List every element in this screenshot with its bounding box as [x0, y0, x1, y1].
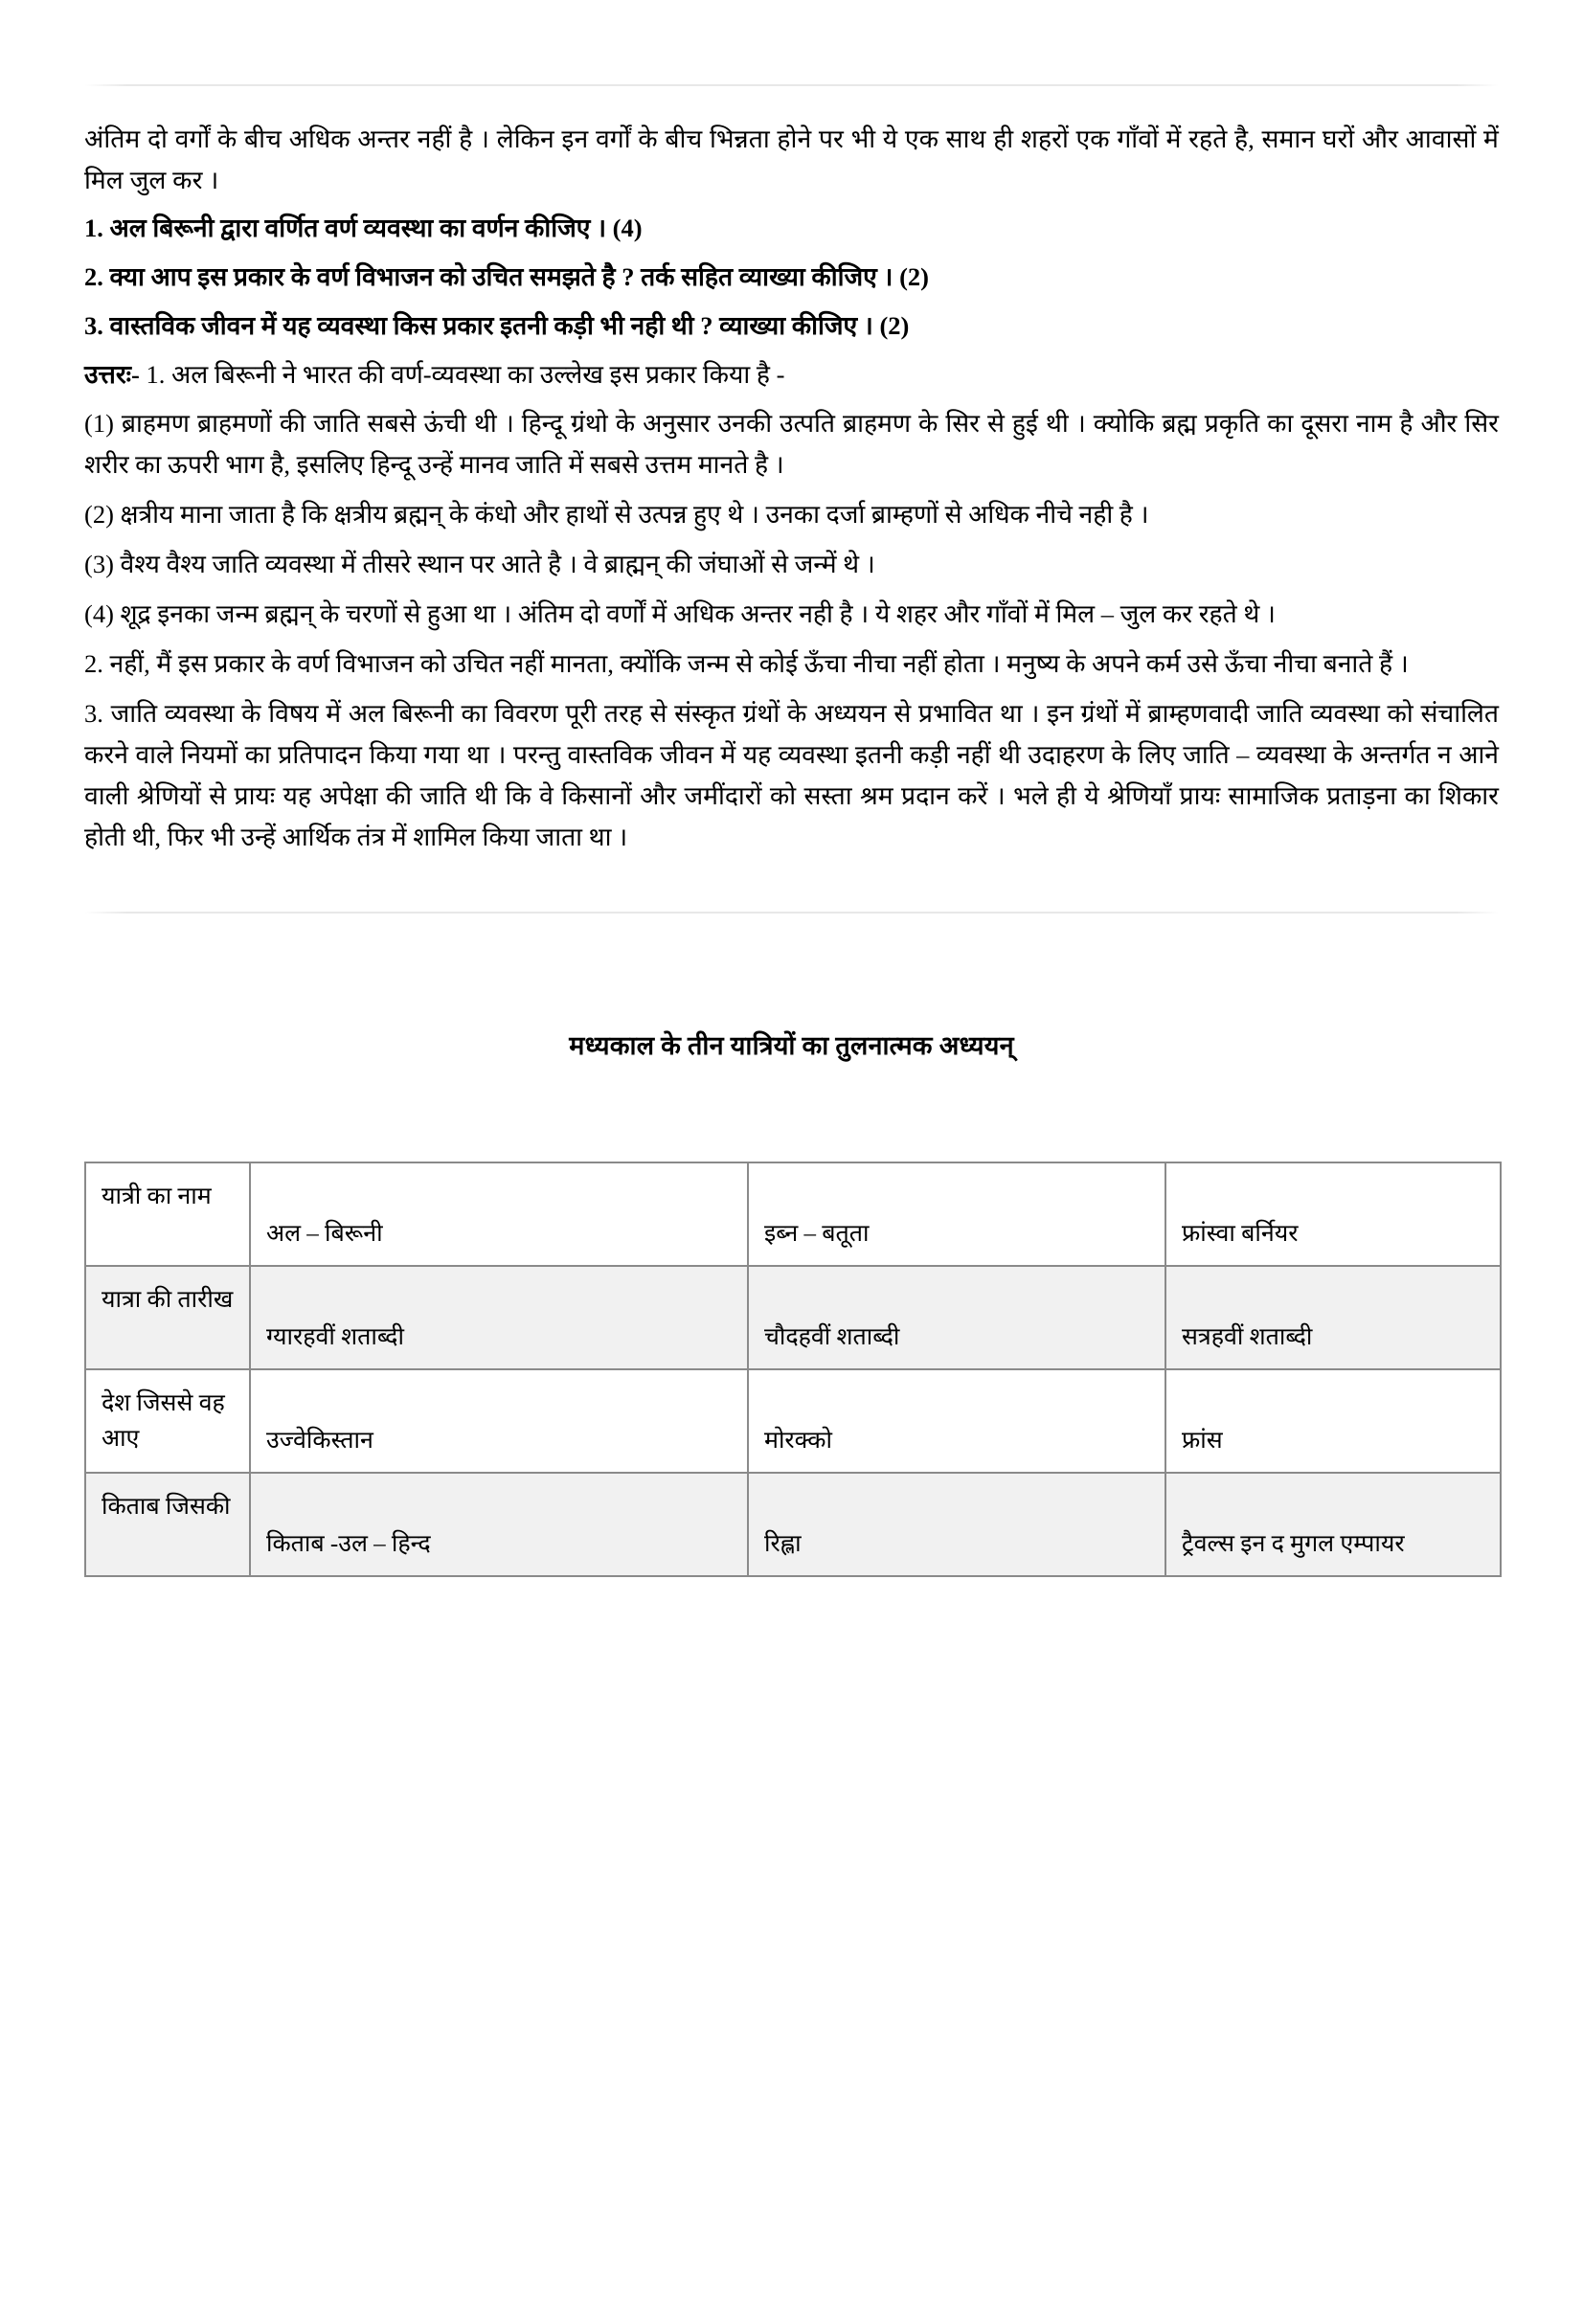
table-row — [85, 1162, 1501, 1266]
comparison-table — [84, 1162, 1502, 1577]
answer-lead-text: 1. अल बिरूनी ने भारत की वर्ण-व्यवस्था का उल्लेख इस प्रकार किया है - — [139, 360, 785, 390]
document-page — [0, 84, 1583, 2324]
answer-paragraph-4: (4) शूद्र इनका जन्म ब्रह्मन् के चरणों से हुआ था । अंतिम दो वर्णों में अधिक अन्तर नही है । ये शहर और गाँवों में मिल – जुल कर रहते थे । — [84, 599, 1276, 629]
table-cell: रिह्ला — [748, 1473, 1165, 1576]
table-cell: किताब -उल – हिन्द — [250, 1473, 748, 1576]
table-cell: सत्रहवीं शताब्दी — [1165, 1266, 1501, 1369]
comparison-table-section — [84, 1027, 1499, 1577]
intro-paragraph: अंतिम दो वर्गों के बीच अधिक अन्तर नहीं है । लेकिन इन वर्गों के बीच भिन्नता होने पर भी ये एक साथ ही शहरों एक गाँवों में रहते है, समान घरों और आवासों में मिल जुल कर । — [84, 124, 1499, 194]
answer-paragraph-5: 2. नहीं, मैं इस प्रकार के वर्ण विभाजन को उचित नहीं मानता, क्योंकि जन्म से कोई ऊँचा नीचा नहीं होता । मनुष्य के अपने कर्म उसे ऊँचा नीचा बनाते हैं । — [84, 648, 1409, 678]
table-cell: इब्न – बतूता — [748, 1162, 1165, 1266]
table-cell: मोरक्को — [748, 1369, 1165, 1473]
answer-paragraph-3: (3) वैश्य वैश्य जाति व्यवस्था में तीसरे स्थान पर आते है । वे ब्राह्मन् की जंघाओं से जन्में थे । — [84, 550, 875, 579]
answer-paragraph-6: 3. जाति व्यवस्था के विषय में अल बिरूनी का विवरण पूरी तरह से संस्कृत ग्रंथों के अध्ययन से प्रभावित था । इन ग्रंथों में ब्राम्हणवादी जाति व्यवस्था को संचालित करने वाले नियमों का प्रतिपादन किया गया था । परन्तु वास्तविक जीवन में यह व्यवस्था इतनी कड़ी नहीं थी उदाहरण के लिए जाति – व्यवस्था के अन्तर्गत न आने वाली श्रेणियों से प्रायः यह अपेक्षा की जाति थी कि वे किसानों और जमींदारों को सस्ता श्रम प्रदान करें । भले ही ये श्रेणियाँ प्रायः सामाजिक प्रताड़ना का शिकार होती थी, फिर भी उन्हें आर्थिक तंत्र में शामिल किया जाता था । — [84, 698, 1499, 851]
table-cell: फ्रांस — [1165, 1369, 1501, 1473]
table-row — [85, 1369, 1501, 1473]
row-header-cell: यात्रा की तारीख — [85, 1266, 250, 1369]
question-item-3: 3. वास्तविक जीवन में यह व्यवस्था किस प्रकार इतनी कड़ी भी नही थी ? व्याख्या कीजिए । (2) — [84, 310, 910, 340]
row-header-cell: यात्री का नाम — [85, 1162, 250, 1266]
table-cell: ग्यारहवीं शताब्दी — [250, 1266, 748, 1369]
table-cell: चौदहवीं शताब्दी — [748, 1266, 1165, 1369]
answer-lead-line — [84, 354, 1499, 395]
answer-paragraph-2: (2) क्षत्रीय माना जाता है कि क्षत्रीय ब्रह्मन् के कंधो और हाथों से उत्पन्न हुए थे । उनका दर्जा ब्राम्हणों से अधिक नीचे नही है । — [84, 500, 1149, 530]
bottom-divider-rule — [84, 912, 1499, 914]
row-header-cell: देश जिससे वह आए — [85, 1369, 250, 1473]
question-item-2: 2. क्या आप इस प्रकार के वर्ण विभाजन को उचित समझते है ? तर्क सहित व्याख्या कीजिए । (2) — [84, 261, 929, 291]
row-header-cell: किताब जिसकी — [85, 1473, 250, 1576]
table-cell: अल – बिरूनी — [250, 1162, 748, 1266]
document-content — [84, 86, 1499, 858]
answer-label: उत्तरः- — [84, 360, 140, 390]
answer-paragraph-1: (1) ब्राहमण ब्राहमणों की जाति सबसे ऊंची थी । हिन्दू ग्रंथो के अनुसार उनकी उत्पति ब्राहमण के सिर से हुई थी । क्योकि ब्रह्म प्रकृति का दूसरा नाम है और सिर शरीर का ऊपरी भाग है, इसलिए हिन्दू उन्हें मानव जाति में सबसे उत्तम मानते है । — [84, 409, 1499, 480]
table-title: मध्यकाल के तीन यात्रियों का तुलनात्मक अध्ययन् — [569, 1030, 1014, 1060]
question-item-1: 1. अल बिरूनी द्वारा वर्णित वर्ण व्यवस्था का वर्णन कीजिए । (4) — [84, 213, 643, 242]
table-cell: फ्रांस्वा बर्नियर — [1165, 1162, 1501, 1266]
table-cell: उज्वेकिस्तान — [250, 1369, 748, 1473]
table-row — [85, 1473, 1501, 1576]
table-cell: ट्रैवल्स इन द मुगल एम्पायर — [1165, 1473, 1501, 1576]
table-row — [85, 1266, 1501, 1369]
